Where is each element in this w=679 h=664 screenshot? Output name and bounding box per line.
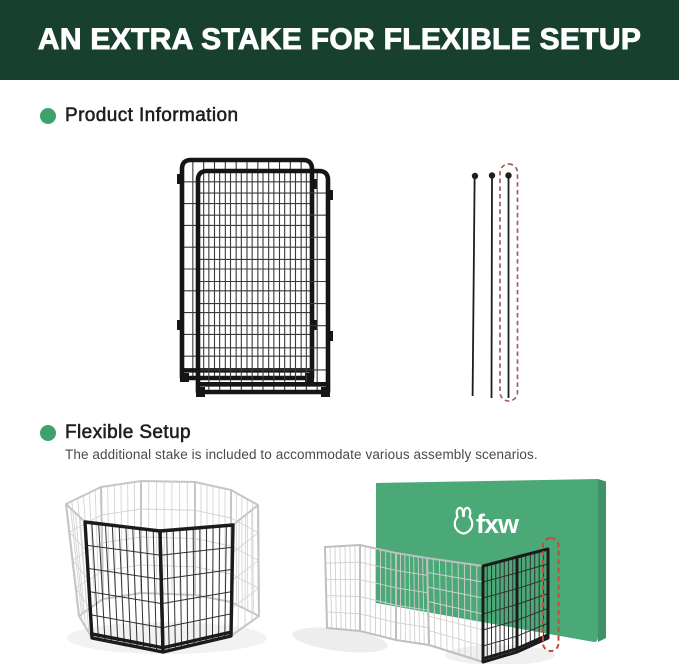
octagon-playpen-illustration [55,475,270,662]
flexible-setup-scene-illustration [310,470,622,664]
panel-connector-tab [177,320,183,330]
panel-connector-tab [312,179,318,189]
brand-wall-side-edge [598,479,606,642]
panel-connector-tab [328,331,334,341]
panel-connector-tab [177,174,183,184]
ground-stake [489,172,495,398]
panel-connector-tab [328,190,334,200]
ground-stake-extra [505,172,511,398]
fence-panels-illustration [170,148,340,400]
playpen-panel-gray [231,505,259,636]
section-title-product-information: Product Information [65,105,239,126]
green-dot-icon [40,425,56,441]
stakes-illustration [458,153,530,409]
panel-foot [180,373,189,382]
section-flexible-setup [40,422,191,444]
fxw-logo-text: fxw [476,509,519,539]
header-banner [0,0,679,80]
green-dot-icon [40,108,56,124]
panel-foot [196,387,205,397]
panel-connector-tab [312,320,318,330]
panel-foot [321,387,330,397]
section-title-flexible-setup: Flexible Setup [65,422,192,443]
banner-title: AN EXTRA STAKE FOR FLEXIBLE SETUP [37,23,642,56]
fence-row-panel-gray [325,545,360,631]
section-product-information [40,105,238,127]
ground-stake [472,173,478,396]
flexible-setup-description: The additional stake is included to accommodate various assembly scenarios. [65,447,538,462]
